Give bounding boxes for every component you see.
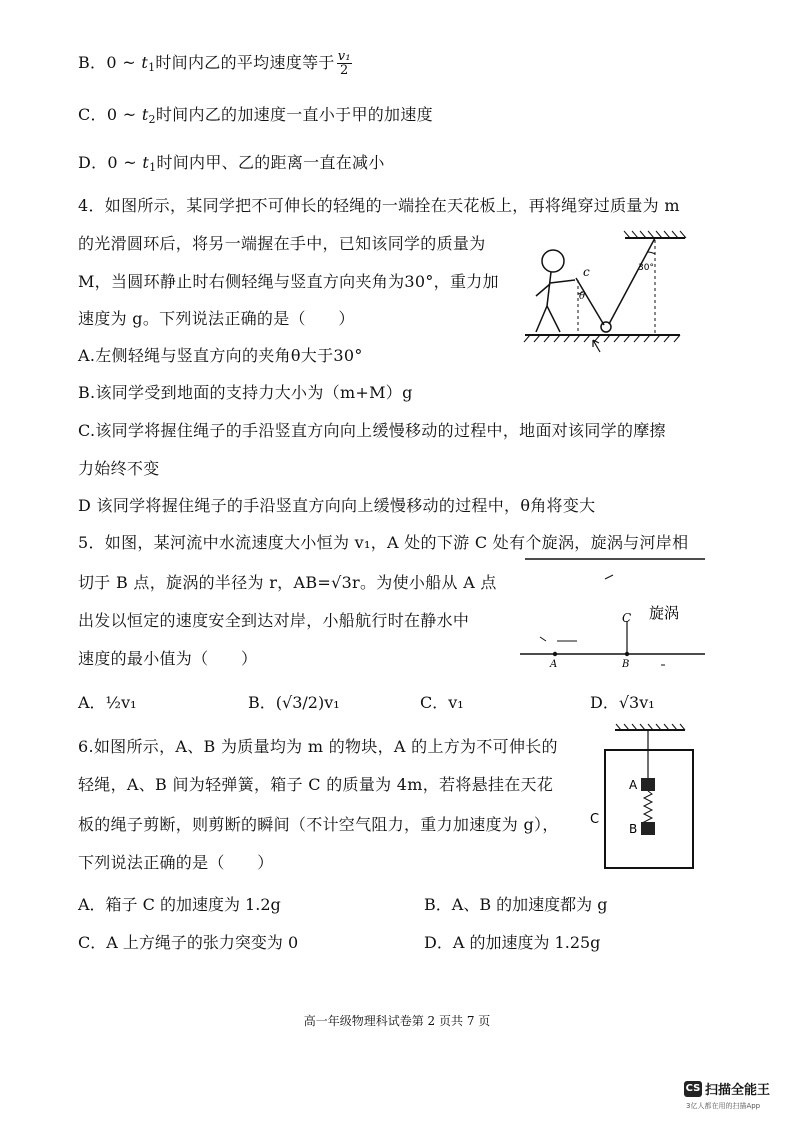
- q6-option-b: B．A、B 的加速度都为 g: [424, 895, 608, 914]
- q6-stem-line1: 6.如图所示，A、B 为质量均为 m 的物块，A 的上方为不可伸长的: [78, 737, 558, 756]
- page-footer: 高一年级物理科试卷第 2 页共 7 页: [303, 1014, 491, 1028]
- scanner-watermark: [684, 1078, 770, 1098]
- q5-option-a: A．½v₁: [78, 693, 137, 712]
- scanner-name: 扫描全能王: [705, 1083, 771, 1098]
- q4-figure-label-30: 30°: [638, 263, 654, 273]
- q5-figure-label-c: C: [622, 611, 632, 625]
- scanner-tagline: 3亿人都在用的扫描App: [686, 1102, 761, 1110]
- q3-option-c: C．0 ~ $t_2$时间内乙的加速度一直小于甲的加速度: [78, 105, 433, 126]
- q6-option-c: C．A 上方绳子的张力突变为 0: [78, 933, 299, 952]
- q6-stem-line2: 轻绳，A、B 间为轻弹簧，箱子 C 的质量为 4m，若将悬挂在天花: [78, 775, 554, 794]
- q3-option-d: D．0 ~ $t_1$时间内甲、乙的距离一直在减小: [78, 153, 385, 174]
- q5-stem-line3: 出发以恒定的速度安全到达对岸，小船航行时在静水中: [78, 611, 470, 630]
- q5-figure-label-a: A: [550, 659, 558, 670]
- q3-option-b: B．0 ~ $t_1$时间内乙的平均速度等于 $\frac{\text{v₁}}{2}$: [78, 49, 351, 78]
- q4-stem-line3: M，当圆环静止时右侧轻绳与竖直方向夹角为30°，重力加: [78, 272, 499, 291]
- q4-option-c-line1: C.该同学将握住绳子的手沿竖直方向向上缓慢移动的过程中，地面对该同学的摩擦: [78, 421, 666, 440]
- q5-option-c: C．v₁: [420, 693, 464, 712]
- q6-option-d: D．A 的加速度为 1.25g: [424, 933, 601, 952]
- q6-figure: [585, 722, 700, 872]
- q4-figure: [520, 228, 695, 358]
- q5-option-d: D．√3v₁: [590, 693, 655, 712]
- q5-option-b: B．(√3/2)v₁: [248, 693, 340, 712]
- q4-option-d: D 该同学将握住绳子的手沿竖直方向向上缓慢移动的过程中，θ角将变大: [78, 496, 596, 515]
- q5-stem-line1: 5．如图，某河流中水流速度大小恒为 v₁，A 处的下游 C 处有个旋涡，旋涡与河岸相: [78, 533, 689, 552]
- q5-stem-line2: 切于 B 点，旋涡的半径为 r，AB=√3r。为使小船从 A 点: [78, 573, 497, 592]
- q6-figure-label-a: A: [629, 778, 638, 792]
- q5-figure-label-b: B: [622, 659, 630, 670]
- q5-figure: [515, 555, 710, 670]
- q4-stem-line4: 速度为 g。下列说法正确的是（ ）: [78, 309, 355, 328]
- q4-figure-label-c: c: [583, 265, 590, 279]
- q4-option-b: B.该同学受到地面的支持力大小为（m+M）g: [78, 383, 413, 402]
- q6-stem-line4: 下列说法正确的是（ ）: [78, 853, 274, 872]
- q5-stem-line4: 速度的最小值为（ ）: [78, 649, 258, 668]
- q6-option-a: A．箱子 C 的加速度为 1.2g: [78, 895, 281, 914]
- q4-figure-label-theta: θ: [579, 291, 586, 302]
- q6-stem-line3: 板的绳子剪断，则剪断的瞬间（不计空气阻力，重力加速度为 g），: [78, 815, 559, 834]
- scanner-logo-icon: CS: [684, 1081, 702, 1097]
- q4-stem-line2: 的光滑圆环后，将另一端握在手中，已知该同学的质量为: [78, 234, 486, 253]
- q5-figure-label-vortex: 旋涡: [649, 604, 680, 622]
- q4-stem-line1: 4．如图所示，某同学把不可伸长的轻绳的一端拴在天花板上，再将绳穿过质量为 m: [78, 196, 680, 215]
- q4-option-a: A.左侧轻绳与竖直方向的夹角θ大于30°: [78, 346, 363, 365]
- q6-figure-label-c: C: [590, 812, 600, 827]
- q4-option-c-line2: 力始终不变: [78, 459, 160, 478]
- q6-figure-label-b: B: [629, 822, 638, 836]
